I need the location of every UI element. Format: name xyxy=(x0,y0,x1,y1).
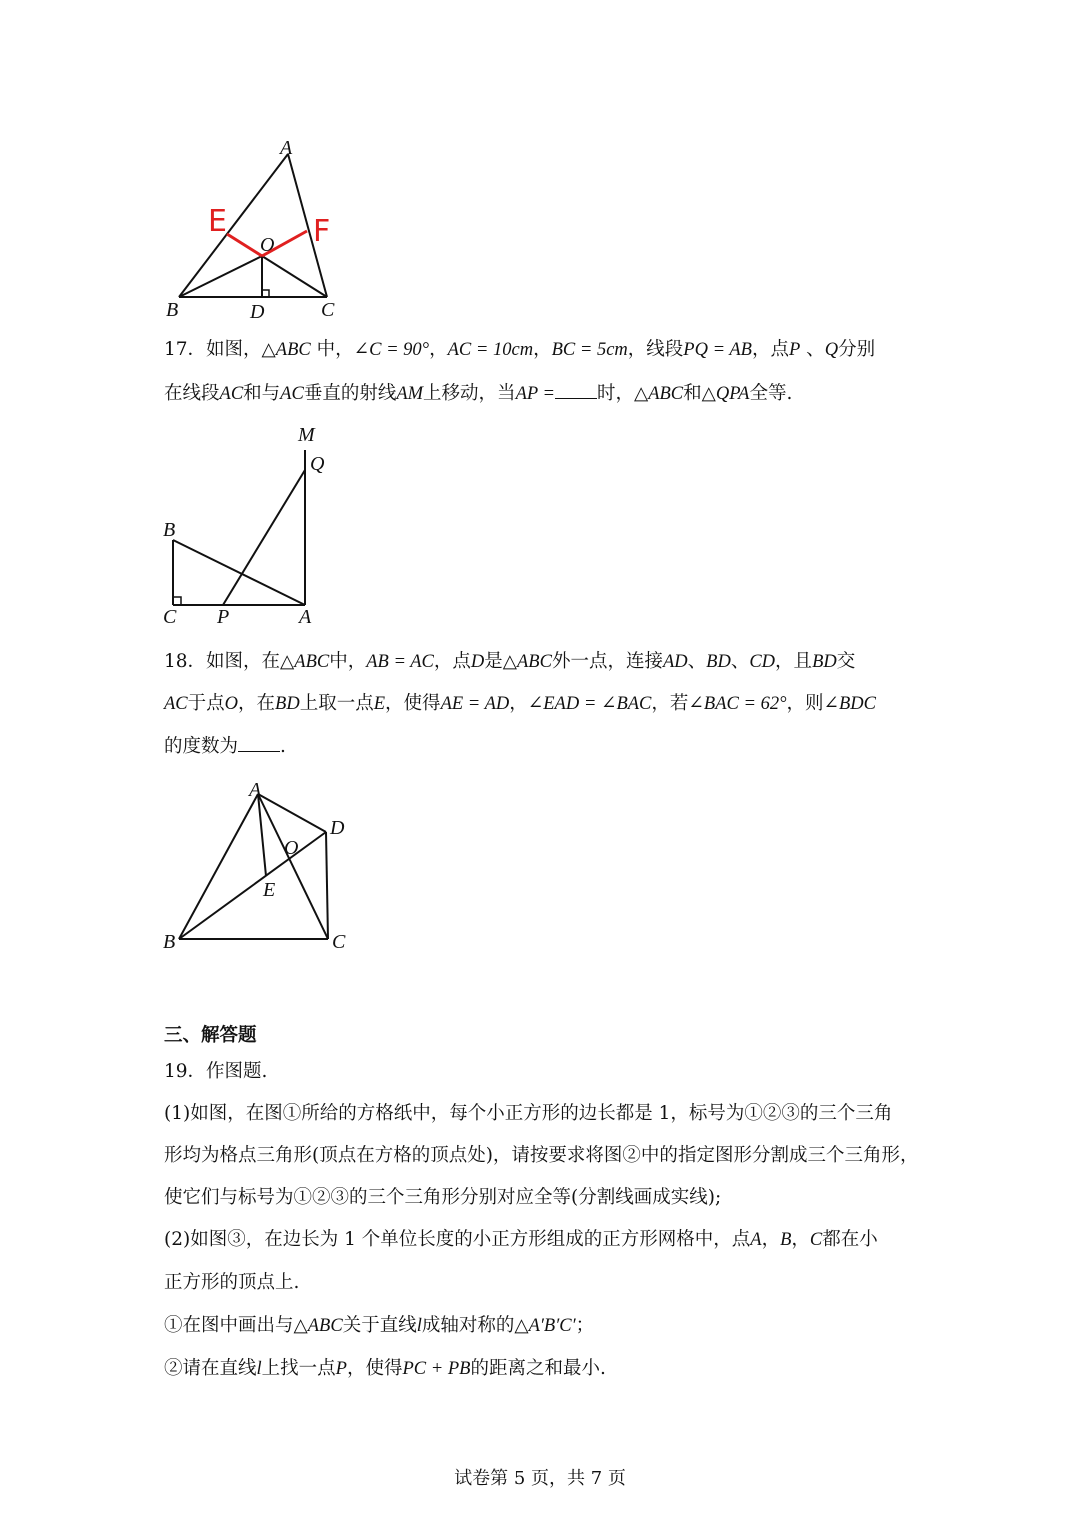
q19-part2-line1: (2)如图③，在边长为 1 个单位长度的小正方形组成的正方形网格中，点A，B，C都在小 xyxy=(164,1229,878,1250)
label-d: D xyxy=(330,817,345,839)
answer-blank xyxy=(238,733,280,752)
label-a: A xyxy=(249,779,262,801)
label-o: O xyxy=(260,234,275,256)
label-c: C xyxy=(332,931,346,953)
page-footer: 试卷第 5 页，共 7 页 xyxy=(454,1468,626,1489)
q19-part1-line1: (1)如图，在图①所给的方格纸中，每个小正方形的边长都是 1，标号为①②③的三个三角 xyxy=(164,1103,893,1124)
label-b: B xyxy=(163,931,176,953)
q19-subpart1: ①在图中画出与△ABC关于直线l成轴对称的△A′B′C′； xyxy=(164,1315,595,1336)
label-c: C xyxy=(163,606,177,628)
answer-blank xyxy=(555,380,597,399)
q19-title: 19．作图题. xyxy=(164,1061,268,1082)
q18-line3: 的度数为 . xyxy=(164,733,286,760)
figure-quadrilateral-abcd xyxy=(150,770,370,960)
label-a: A xyxy=(299,606,312,628)
label-o: O xyxy=(284,837,299,859)
label-d: D xyxy=(250,301,265,323)
label-p: P xyxy=(217,606,230,628)
q18-line1: 18．如图，在△ABC中，AB = AC，点D是△ABC外一点，连接AD、BD、CD，且BD交 xyxy=(164,651,856,672)
figure-right-triangle-pq xyxy=(150,420,350,630)
label-b: B xyxy=(163,519,176,541)
q17-line1: 17．如图，△ABC 中，∠C = 90°，AC = 10cm，BC = 5cm，线段PQ = AB，点P 、Q分别 xyxy=(164,339,876,360)
label-e-handwritten: E xyxy=(208,204,227,239)
label-e: E xyxy=(263,879,276,901)
label-m: M xyxy=(298,424,315,446)
q19-part2-line2: 正方形的顶点上. xyxy=(164,1272,300,1293)
q19-part1-line3: 使它们与标号为①②③的三个三角形分别对应全等(分割线画成实线); xyxy=(164,1187,722,1208)
figure-triangle-abc-o xyxy=(150,130,370,330)
label-q: Q xyxy=(310,453,325,475)
q18-line2: AC于点O，在BD上取一点E，使得AE = AD，∠EAD = ∠BAC，若∠BAC = 62°，则∠BDC xyxy=(164,693,877,714)
q19-part1-line2: 形均为格点三角形(顶点在方格的顶点处)，请按要求将图②中的指定图形分割成三个三角形， xyxy=(164,1145,919,1166)
q17-line2: 在线段AC和与AC垂直的射线AM上移动，当AP = 时，△ABC和△QPA全等. xyxy=(164,380,792,407)
section-title: 三、解答题 xyxy=(164,1025,257,1046)
label-a: A xyxy=(280,137,293,159)
label-b: B xyxy=(166,299,179,321)
q19-subpart2: ②请在直线l上找一点P，使得PC + PB的距离之和最小. xyxy=(164,1358,606,1379)
label-c: C xyxy=(321,299,335,321)
label-f-handwritten: F xyxy=(313,214,331,249)
